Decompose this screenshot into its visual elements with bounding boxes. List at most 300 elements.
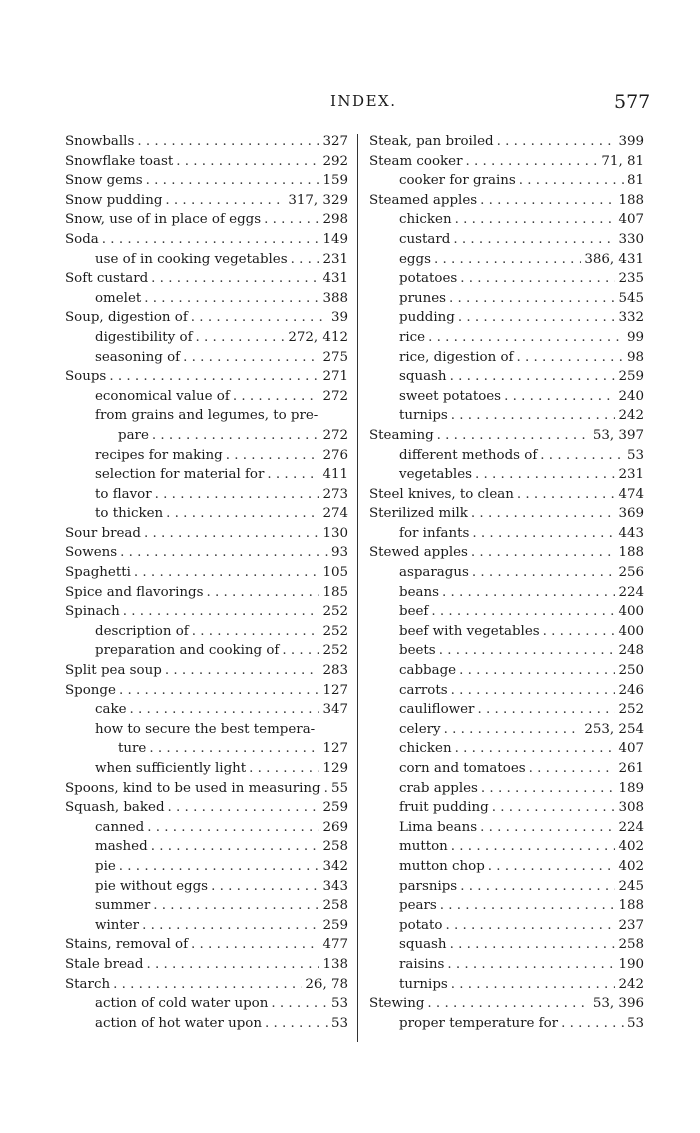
entry-pages: 271 — [322, 369, 348, 385]
entry-pages: 259 — [322, 800, 348, 816]
entry-pages: 431 — [322, 271, 348, 287]
entry-term: use of in cooking vegetables — [95, 251, 288, 267]
dot-leader — [440, 896, 616, 916]
entry-term: pudding — [399, 310, 455, 326]
entry-pages: 248 — [618, 643, 644, 659]
entry-pages: 240 — [618, 388, 644, 404]
entry-pages: 237 — [618, 917, 644, 933]
dot-leader — [191, 308, 328, 328]
dot-leader — [153, 896, 319, 916]
entry-term: vegetables — [399, 467, 473, 483]
index-entry — [65, 602, 348, 622]
entry-pages: 272, 412 — [288, 329, 348, 345]
entry-pages: 224 — [618, 819, 644, 835]
index-subentry — [65, 485, 348, 505]
entry-pages: 342 — [322, 858, 348, 874]
entry-term: ture — [118, 741, 147, 757]
dot-leader — [183, 348, 319, 368]
dot-leader — [206, 583, 319, 603]
index-subentry — [369, 308, 644, 328]
index-subentry — [65, 328, 348, 348]
entry-pages: 250 — [618, 663, 644, 679]
index-entry — [65, 308, 348, 328]
entry-term: custard — [399, 231, 451, 247]
dot-leader — [130, 700, 320, 720]
dot-leader — [168, 798, 320, 818]
entry-pages: 400 — [618, 604, 644, 620]
dot-leader — [151, 269, 319, 289]
entry-term: sweet potatoes — [399, 388, 502, 404]
index-subentry — [65, 896, 348, 916]
index-subentry — [65, 739, 348, 759]
dot-leader — [149, 739, 319, 759]
entry-term: beef with vegetables — [399, 623, 540, 639]
dot-leader — [437, 426, 590, 446]
index-subentry — [65, 289, 348, 309]
entry-term: canned — [95, 819, 145, 835]
entry-term: celery — [399, 721, 441, 737]
entry-term: seasoning of — [95, 349, 181, 365]
dot-leader — [442, 583, 615, 603]
index-subentry — [65, 916, 348, 936]
dot-leader — [459, 661, 615, 681]
entry-pages: 190 — [618, 956, 644, 972]
entry-term: asparagus — [399, 565, 469, 581]
entry-pages: 399 — [618, 134, 644, 149]
entry-term: rice — [399, 329, 426, 345]
entry-pages: 53, 396 — [592, 996, 644, 1012]
entry-term: action of hot water upon — [95, 1015, 262, 1031]
dot-leader — [271, 994, 328, 1014]
entry-pages: 272 — [322, 427, 348, 443]
index-entry — [65, 779, 348, 799]
index-entry — [65, 230, 348, 250]
entry-pages: 327 — [322, 134, 348, 149]
page-header — [0, 92, 700, 118]
entry-pages: 71, 81 — [601, 153, 644, 169]
index-entry — [65, 152, 348, 172]
dot-leader — [471, 504, 616, 524]
entry-term: cake — [95, 702, 127, 718]
dot-leader — [480, 818, 615, 838]
entry-pages: 188 — [618, 192, 644, 208]
dot-leader — [439, 641, 616, 661]
index-subentry — [65, 994, 348, 1014]
entry-pages: 369 — [618, 506, 644, 522]
entry-term: Squash, baked — [65, 800, 165, 816]
entry-pages: 400 — [618, 623, 644, 639]
dot-leader — [249, 759, 319, 779]
dot-leader — [477, 700, 615, 720]
dot-leader — [282, 641, 319, 661]
index-subentry — [65, 877, 348, 897]
index-entry — [65, 955, 348, 975]
entry-term: summer — [95, 898, 151, 914]
entry-pages: 53 — [626, 447, 644, 463]
entry-term: Soup, digestion of — [65, 310, 188, 326]
dot-leader — [529, 759, 616, 779]
entry-pages: 138 — [322, 956, 348, 972]
entry-term: how to secure the best tempera- — [95, 721, 316, 737]
dot-leader — [134, 563, 320, 583]
entry-pages: 256 — [618, 565, 644, 581]
entry-pages: 188 — [618, 545, 644, 561]
entry-term: Split pea soup — [65, 663, 162, 679]
index-subentry — [369, 739, 644, 759]
index-entry — [369, 426, 644, 446]
index-subentry — [369, 818, 644, 838]
index-subentry — [369, 328, 644, 348]
entry-pages: 245 — [618, 878, 644, 894]
index-entry — [65, 681, 348, 701]
entry-term: omelet — [95, 290, 142, 306]
entry-pages: 189 — [618, 780, 644, 796]
entry-term: raisins — [399, 956, 445, 972]
entry-term: mutton — [399, 839, 448, 855]
index-subentry — [369, 641, 644, 661]
index-subentry — [369, 798, 644, 818]
dot-leader — [291, 250, 320, 270]
index-subentry — [369, 289, 644, 309]
entry-pages: 93 — [330, 545, 348, 561]
entry-term: squash — [399, 937, 447, 953]
dot-leader — [447, 955, 615, 975]
dot-leader — [492, 798, 616, 818]
index-entry — [65, 935, 348, 955]
entry-pages: 242 — [618, 976, 644, 992]
index-subentry — [369, 916, 644, 936]
entry-term: Steaming — [369, 427, 434, 443]
entry-pages: 130 — [322, 525, 348, 541]
entry-term: Snow pudding — [65, 192, 163, 208]
column-divider — [357, 134, 358, 1042]
entry-pages: 477 — [322, 937, 348, 953]
index-subentry — [369, 720, 644, 740]
entry-pages: 253, 254 — [584, 721, 644, 737]
entry-term: turnips — [399, 976, 448, 992]
entry-term: fruit pudding — [399, 800, 489, 816]
index-subentry — [369, 171, 644, 191]
entry-term: Stains, removal of — [65, 937, 189, 953]
index-subentry — [369, 877, 644, 897]
index-entry — [369, 132, 644, 152]
index-subentry — [369, 935, 644, 955]
entry-term: chicken — [399, 212, 452, 228]
entry-term: Sowens — [65, 545, 118, 561]
entry-pages: 252 — [618, 702, 644, 718]
entry-term: preparation and cooking of — [95, 643, 280, 659]
dot-leader — [475, 465, 615, 485]
index-subentry — [369, 1014, 644, 1034]
index-entry — [65, 583, 348, 603]
dot-leader — [517, 485, 616, 505]
index-subentry — [65, 818, 348, 838]
dot-leader — [431, 602, 615, 622]
dot-leader — [152, 426, 320, 446]
entry-term: pare — [118, 427, 149, 443]
index-entry — [369, 994, 644, 1014]
entry-term: Steel knives, to clean — [369, 486, 514, 502]
entry-pages: 53 — [330, 996, 348, 1012]
dot-leader — [540, 446, 624, 466]
entry-term: Soda — [65, 231, 99, 247]
entry-term: Lima beans — [399, 819, 478, 835]
entry-pages: 276 — [322, 447, 348, 463]
index-subentry — [369, 250, 644, 270]
dot-leader — [472, 563, 616, 583]
index-subentry — [369, 348, 644, 368]
entry-term: Spaghetti — [65, 565, 131, 581]
entry-pages: 252 — [322, 643, 348, 659]
entry-pages: 272 — [322, 388, 348, 404]
index-entry — [65, 798, 348, 818]
entry-pages: 231 — [618, 467, 644, 483]
dot-leader — [561, 1014, 624, 1034]
entry-pages: 275 — [322, 349, 348, 365]
dot-leader — [480, 191, 615, 211]
dot-leader — [450, 367, 616, 387]
entry-term: Spice and flavorings — [65, 584, 204, 600]
index-subentry — [65, 406, 348, 426]
entry-pages: 388 — [322, 290, 348, 306]
entry-pages: 105 — [322, 565, 348, 581]
dot-leader — [519, 171, 624, 191]
dot-leader — [113, 975, 302, 995]
entry-term: pears — [399, 898, 437, 914]
entry-pages: 55 — [330, 780, 348, 796]
entry-term: beef — [399, 604, 429, 620]
entry-pages: 292 — [322, 153, 348, 169]
dot-leader — [488, 857, 616, 877]
index-entry — [65, 171, 348, 191]
entry-term: Steam cooker — [369, 153, 463, 169]
entry-term: Stale bread — [65, 956, 144, 972]
entry-term: economical value of — [95, 388, 230, 404]
index-subentry — [369, 622, 644, 642]
index-subentry — [65, 641, 348, 661]
dot-leader — [265, 1014, 328, 1034]
entry-term: Spoons, kind to be used in measuring — [65, 780, 321, 796]
dot-leader — [165, 661, 320, 681]
index-subentry — [369, 602, 644, 622]
entry-term: to flavor — [95, 486, 152, 502]
entry-term: squash — [399, 369, 447, 385]
dot-leader — [166, 504, 319, 524]
entry-pages: 269 — [322, 819, 348, 835]
entry-term: eggs — [399, 251, 431, 267]
entry-pages: 317, 329 — [288, 192, 348, 208]
index-subentry — [369, 779, 644, 799]
entry-term: Soft custard — [65, 271, 149, 287]
entry-pages: 127 — [322, 741, 348, 757]
dot-leader — [123, 602, 320, 622]
entry-term: beans — [399, 584, 439, 600]
entry-pages: 407 — [618, 741, 644, 757]
entry-term: Starch — [65, 976, 111, 992]
entry-pages: 53 — [626, 1015, 644, 1031]
dot-leader — [465, 152, 598, 172]
entry-term: action of cold water upon — [95, 996, 269, 1012]
dot-leader — [146, 171, 320, 191]
entry-term: cabbage — [399, 663, 457, 679]
index-subentry — [65, 348, 348, 368]
index-subentry — [369, 700, 644, 720]
dot-leader — [176, 152, 319, 172]
index-entry — [65, 367, 348, 387]
entry-pages: 39 — [330, 310, 348, 326]
dot-leader — [147, 818, 319, 838]
entry-term: proper temperature for — [399, 1015, 559, 1031]
entry-pages: 53 — [330, 1015, 348, 1031]
index-subentry — [369, 955, 644, 975]
index-subentry — [369, 210, 644, 230]
dot-leader — [451, 837, 616, 857]
entry-pages: 545 — [618, 290, 644, 306]
dot-leader — [191, 935, 319, 955]
entry-pages: 330 — [618, 231, 644, 247]
entry-term: cauliflower — [399, 702, 475, 718]
index-subentry — [369, 367, 644, 387]
entry-term: Sponge — [65, 682, 116, 698]
index-subentry — [369, 446, 644, 466]
dot-leader — [453, 230, 615, 250]
entry-pages: 347 — [322, 702, 348, 718]
entry-term: selection for material for — [95, 467, 265, 483]
dot-leader — [267, 465, 319, 485]
index-subentry — [65, 446, 348, 466]
dot-leader — [226, 446, 320, 466]
entry-term: different methods of — [399, 447, 538, 463]
entry-term: Snowflake toast — [65, 153, 174, 169]
entry-term: Sour bread — [65, 525, 141, 541]
entry-term: when sufficiently light — [95, 761, 247, 776]
entry-pages: 185 — [322, 584, 348, 600]
index-subentry — [65, 720, 348, 740]
entry-term: Sterilized milk — [369, 506, 468, 522]
entry-pages: 235 — [618, 271, 644, 287]
dot-leader — [455, 739, 616, 759]
dot-leader — [146, 955, 319, 975]
entry-pages: 274 — [322, 506, 348, 522]
entry-term: Snowballs — [65, 134, 135, 149]
index-entry — [65, 661, 348, 681]
index-subentry — [369, 406, 644, 426]
entry-pages: 53, 397 — [592, 427, 644, 443]
entry-term: Spinach — [65, 604, 120, 620]
dot-leader — [460, 269, 615, 289]
index-subentry — [369, 661, 644, 681]
dot-leader — [497, 132, 616, 152]
entry-pages: 273 — [322, 486, 348, 502]
dot-leader — [471, 543, 616, 563]
entry-pages: 99 — [626, 329, 644, 345]
entry-pages: 402 — [618, 858, 644, 874]
entry-term: recipes for making — [95, 447, 223, 463]
entry-term: winter — [95, 917, 140, 933]
index-subentry — [65, 837, 348, 857]
index-entry — [369, 485, 644, 505]
entry-pages: 149 — [322, 231, 348, 247]
index-subentry — [65, 387, 348, 407]
entry-pages: 443 — [618, 525, 644, 541]
index-subentry — [369, 681, 644, 701]
entry-term: mashed — [95, 839, 148, 855]
index-subentry — [369, 583, 644, 603]
entry-term: potatoes — [399, 271, 458, 287]
dot-leader — [481, 779, 616, 799]
entry-pages: 129 — [322, 761, 348, 776]
entry-pages: 26, 78 — [305, 976, 348, 992]
index-subentry — [369, 387, 644, 407]
index-subentry — [65, 504, 348, 524]
index-subentry — [369, 563, 644, 583]
entry-term: prunes — [399, 290, 447, 306]
entry-pages: 252 — [322, 604, 348, 620]
index-subentry — [369, 269, 644, 289]
entry-pages: 224 — [618, 584, 644, 600]
dot-leader — [428, 328, 624, 348]
dot-leader — [233, 387, 320, 407]
index-entry — [369, 191, 644, 211]
entry-pages: 474 — [618, 486, 644, 502]
dot-leader — [137, 132, 319, 152]
entry-pages: 259 — [618, 369, 644, 385]
index-entry — [65, 524, 348, 544]
index-entry — [65, 210, 348, 230]
entry-term: description of — [95, 623, 189, 639]
running-title: INDEX. — [330, 92, 397, 110]
dot-leader — [451, 975, 616, 995]
entry-term: pie — [95, 858, 116, 874]
index-column-left — [65, 132, 348, 1033]
dot-leader — [427, 994, 589, 1014]
entry-term: Steak, pan broiled — [369, 134, 494, 149]
entry-term: Stewed apples — [369, 545, 468, 561]
dot-leader — [196, 328, 286, 348]
index-entry — [65, 191, 348, 211]
entry-pages: 283 — [322, 663, 348, 679]
entry-pages: 81 — [626, 173, 644, 189]
entry-term: beets — [399, 643, 436, 659]
dot-leader — [155, 485, 320, 505]
index-entry — [65, 975, 348, 995]
entry-pages: 159 — [322, 173, 348, 189]
entry-pages: 231 — [322, 251, 348, 267]
index-entry — [369, 152, 644, 172]
index-subentry — [65, 426, 348, 446]
dot-leader — [102, 230, 320, 250]
dot-leader — [144, 289, 319, 309]
index-entry — [65, 269, 348, 289]
dot-leader — [434, 250, 581, 270]
entry-term: chicken — [399, 741, 452, 757]
entry-term: digestibility of — [95, 329, 193, 345]
entry-pages: 411 — [322, 467, 348, 483]
entry-term: Snow gems — [65, 173, 143, 189]
entry-pages: 188 — [618, 898, 644, 914]
entry-pages: 332 — [618, 310, 644, 326]
dot-leader — [120, 543, 328, 563]
dot-leader — [151, 837, 320, 857]
dot-leader — [144, 524, 319, 544]
entry-term: potato — [399, 917, 443, 933]
entry-pages: 343 — [322, 878, 348, 894]
index-subentry — [369, 837, 644, 857]
dot-leader — [472, 524, 615, 544]
entry-term: turnips — [399, 408, 448, 424]
dot-leader — [451, 406, 616, 426]
index-subentry — [369, 896, 644, 916]
